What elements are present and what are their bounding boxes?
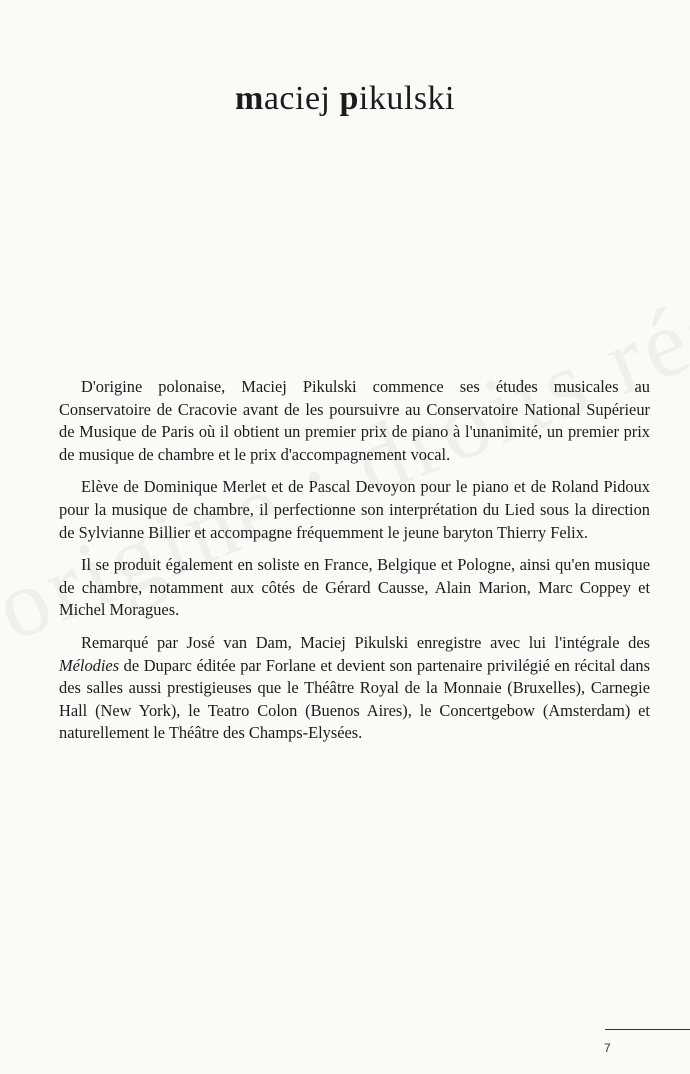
title-first-rest: aciej xyxy=(263,80,340,117)
paragraph-3: Il se produit également en soliste en France, Belgique et Pologne, ainsi qu'en musique de chambre, notamment aux côtés de Gérard Causse, Alain Marion, Marc Coppey et Michel Moragues. xyxy=(59,555,650,620)
p4-italic-title: Mélodies xyxy=(59,655,120,675)
paragraph-2: Elève de Dominique Merlet et de Pascal Devoyon pour le piano et de Roland Pidoux pour la musique de chambre, il perfectionne son interprétation du Lied sous la direction de Sylvianne Billier et accompagne fréquemment le jeune baryton Thierry Felix. xyxy=(59,477,650,542)
page-title xyxy=(0,80,690,118)
title-initial-p: p xyxy=(339,80,359,117)
p4-before-italic: Remarqué par José van Dam, Maciej Pikulski enregistre avec lui l'intégrale des xyxy=(81,632,650,652)
folio-rule xyxy=(605,1029,690,1030)
biography-text xyxy=(59,376,650,755)
title-initial-m: m xyxy=(235,80,264,117)
page-number: 7 xyxy=(604,1041,611,1055)
paragraph-1: D'origine polonaise, Maciej Pikulski commence ses études musicales au Conservatoire de Cracovie avant de les poursuivre au Conservatoire National Supérieur de Musique de Paris où il obtient un premier prix de piano à l'unanimité, un premier prix de musique de chambre et le prix d'accompagnement vocal. xyxy=(59,377,650,464)
title-last-rest: ikulski xyxy=(358,80,455,117)
paragraph-4 xyxy=(59,632,650,745)
p4-after-italic: de Duparc éditée par Forlane et devient son partenaire privilégié en récital dans des salles aussi prestigieuses que le Théâtre Royal de la Monnaie (Bruxelles), Carnegie Hall (New York), le Teatro Colon (Buenos Aires), le Concertgebow (Amsterdam) et naturellement le Théâtre des Champs-Elysées. xyxy=(59,655,650,743)
